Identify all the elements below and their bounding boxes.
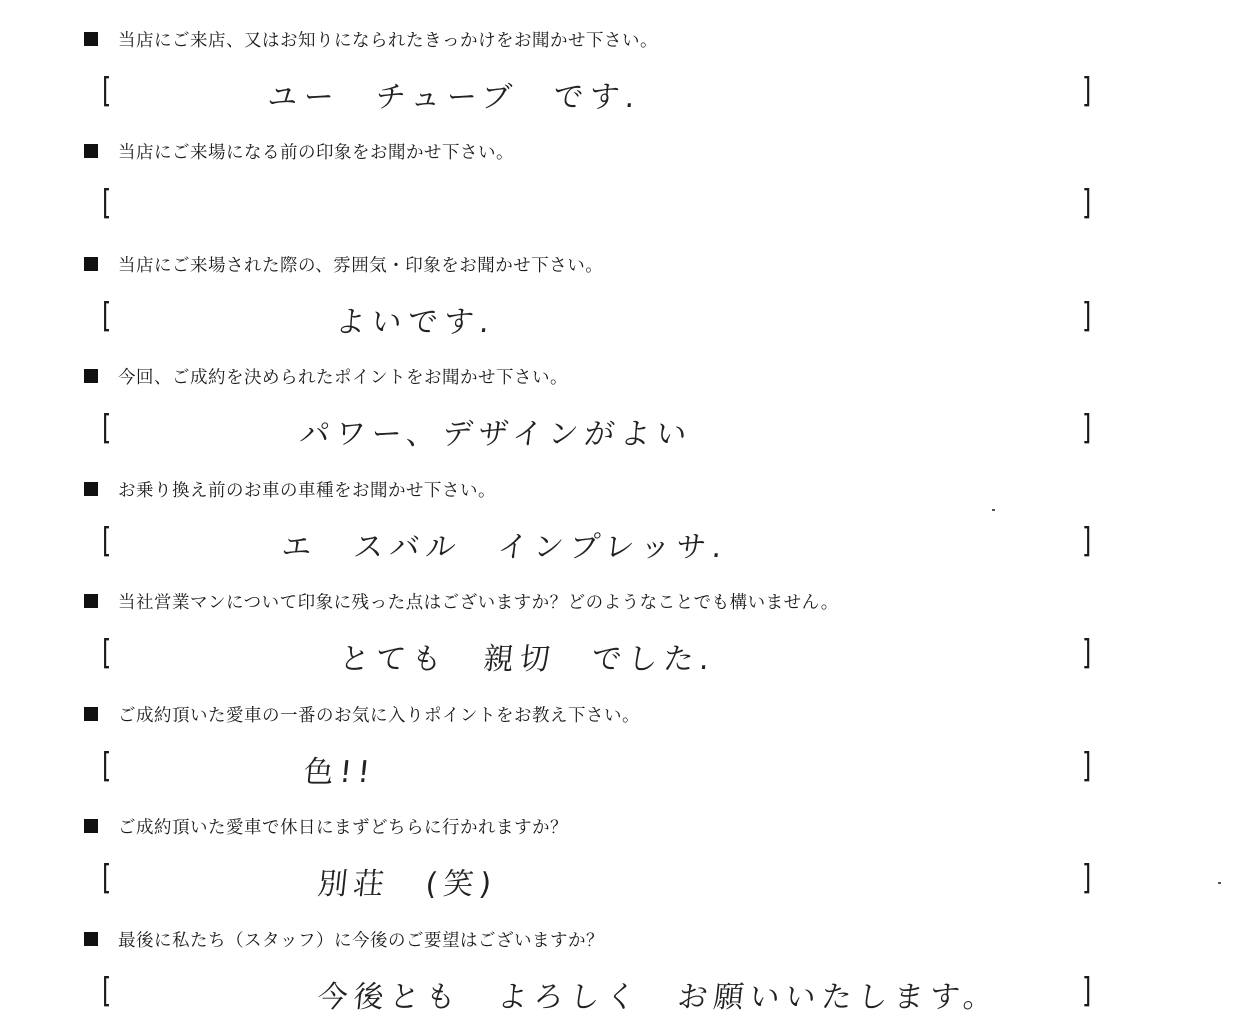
square-bullet-icon [84,257,98,271]
question-row [84,26,658,52]
open-bracket: [ [101,633,112,673]
question-row [84,813,568,839]
square-bullet-icon [84,32,98,46]
question-block-3 [0,225,1235,340]
question-block-8 [0,787,1235,902]
question-text: 当店にご来場になる前の印象をお聞かせ下さい。 [118,142,514,163]
close-bracket: ] [1081,858,1092,898]
handwritten-answer: エ スバル インプレッサ. [279,530,730,565]
square-bullet-icon [84,707,98,721]
close-bracket: ] [1081,71,1092,111]
question-text: 今回、ご成約を決められたポイントをお聞かせ下さい。 [118,367,568,388]
square-bullet-icon [84,819,98,833]
open-bracket: [ [101,408,112,448]
question-block-9 [0,900,1235,1015]
question-block-1 [0,0,1235,115]
open-bracket: [ [101,858,112,898]
question-text: 最後に私たち（スタッフ）に今後のご要望はございますか？ [118,930,604,951]
question-text: ご成約頂いた愛車で休日にまずどちらに行かれますか？ [118,817,568,838]
open-bracket: [ [101,296,112,336]
question-block-2 [0,112,1235,224]
square-bullet-icon [84,482,98,496]
open-bracket: [ [101,183,112,223]
question-text: お乗り換え前のお車の車種をお聞かせ下さい。 [118,480,496,501]
question-block-4 [0,337,1235,452]
open-bracket: [ [101,971,112,1011]
question-row [84,251,603,277]
question-block-6 [0,562,1235,677]
handwritten-answer: パワー、デザインがよい [297,417,695,452]
question-row [84,701,640,727]
question-row [84,926,604,952]
close-bracket: ] [1081,521,1092,561]
question-row [84,476,496,502]
question-row [84,588,839,614]
square-bullet-icon [84,594,98,608]
question-row [84,363,568,389]
question-block-5 [0,450,1235,565]
handwritten-answer [266,186,270,226]
question-text: 当店にご来場された際の、雰囲気・印象をお聞かせ下さい。 [118,255,604,276]
square-bullet-icon [84,932,98,946]
question-text: 当店にご来店、又はお知りになられたきっかけをお聞かせ下さい。 [118,30,658,51]
question-text: ご成約頂いた愛車の一番のお気に入りポイントをお教え下さい。 [118,705,640,726]
scan-speck [1218,882,1221,884]
handwritten-answer: ユー チューブ です. [265,80,643,115]
handwritten-answer: 色!! [301,755,378,790]
square-bullet-icon [84,144,98,158]
handwritten-answer: 別荘 (笑) [315,867,499,902]
question-text: 当社営業マンについて印象に残った点はございますか？どのようなことでも構いません。 [118,592,839,613]
open-bracket: [ [101,746,112,786]
handwritten-answer: 今後とも よろしく お願いいたします。 [315,980,1002,1015]
scan-speck [992,509,995,511]
square-bullet-icon [84,369,98,383]
close-bracket: ] [1081,746,1092,786]
question-row [84,138,514,164]
close-bracket: ] [1081,633,1092,673]
question-block-7 [0,675,1235,790]
close-bracket: ] [1081,408,1092,448]
close-bracket: ] [1081,183,1092,223]
close-bracket: ] [1081,296,1092,336]
open-bracket: [ [101,71,112,111]
close-bracket: ] [1081,971,1092,1011]
handwritten-answer: よいです. [333,305,498,340]
open-bracket: [ [101,521,112,561]
handwritten-answer: とても 親切 でした. [337,642,718,677]
